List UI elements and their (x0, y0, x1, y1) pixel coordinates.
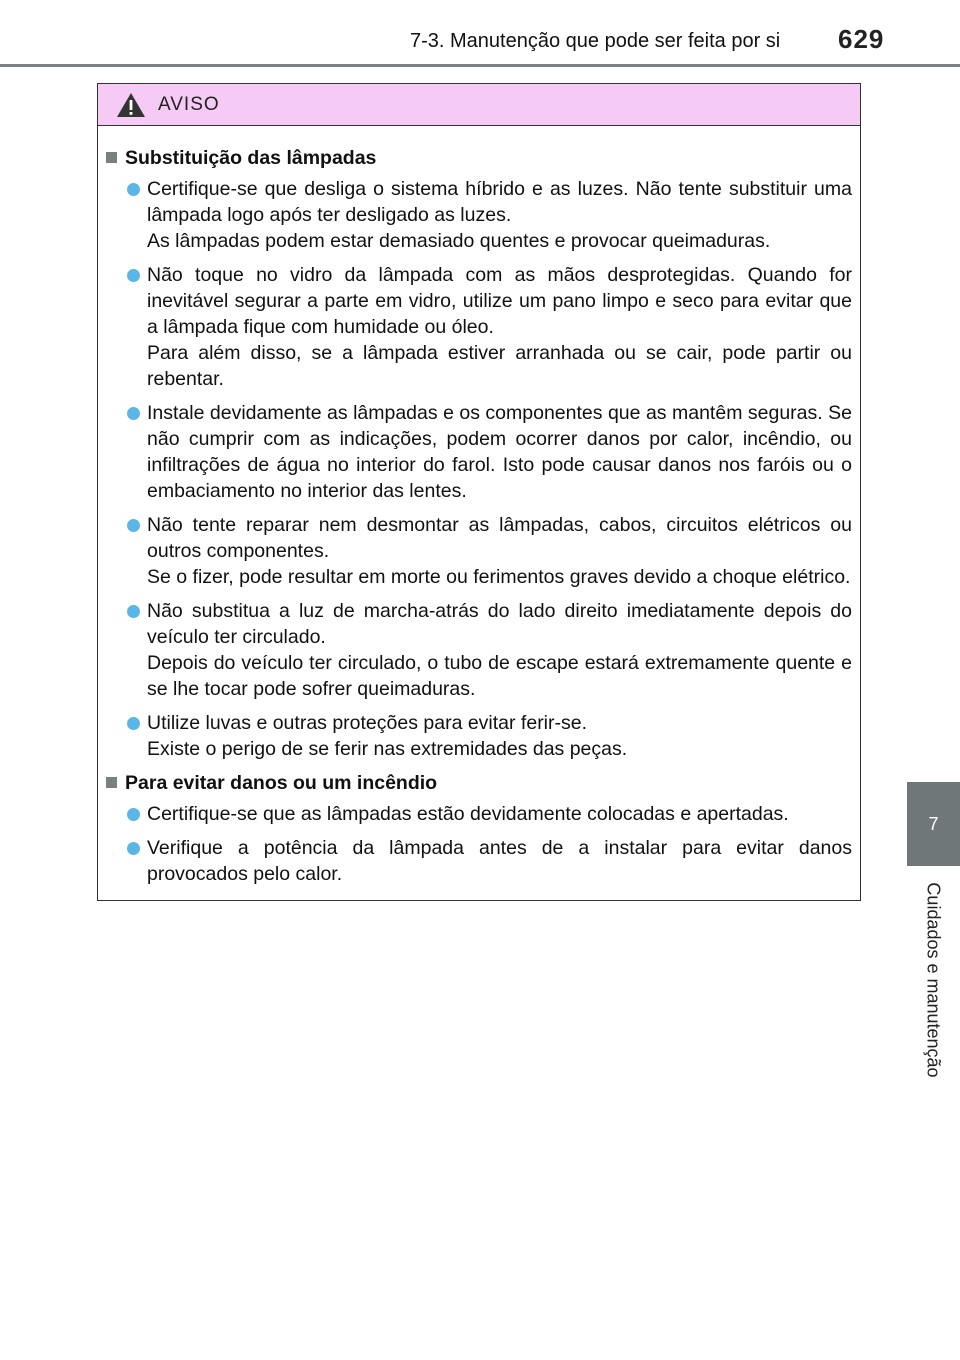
paragraph: Certifique-se que desliga o sistema híbrido e as luzes. Não tente substituir uma lâmpada logo após ter desligado as luzes. (147, 178, 852, 226)
bullet-dot-icon (127, 842, 140, 855)
paragraph: Verifique a potência da lâmpada antes de a instalar para evitar danos provocados pelo calor. (147, 837, 852, 885)
list-item-text (147, 176, 852, 254)
list-item-text (147, 598, 852, 702)
bullet-dot-icon (127, 605, 140, 618)
list-item-text (147, 400, 852, 504)
square-bullet-icon (106, 152, 117, 163)
warning-triangle-icon (116, 92, 146, 118)
bullet-dot-icon (127, 269, 140, 282)
paragraph: Certifique-se que as lâmpadas estão devidamente colocadas e apertadas. (147, 803, 789, 825)
list-item (104, 262, 852, 392)
section-heading (104, 770, 852, 796)
list-item-text (147, 801, 852, 827)
bullet-dot-icon (127, 183, 140, 196)
list-item (104, 400, 852, 504)
paragraph: Não substitua a luz de marcha-atrás do lado direito imediatamente depois do veículo ter circulado. (147, 600, 852, 648)
paragraph: Utilize luvas e outras proteções para evitar ferir-se. (147, 712, 588, 734)
list-item (104, 512, 852, 590)
warning-body (98, 126, 860, 887)
list-item-text (147, 262, 852, 392)
chapter-number: 7 (928, 813, 939, 834)
list-item (104, 598, 852, 702)
section-heading-text: Substituição das lâmpadas (125, 147, 377, 169)
list-item (104, 710, 852, 762)
warning-box (97, 83, 861, 901)
list-item-text (147, 835, 852, 887)
paragraph: Para além disso, se a lâmpada estiver arranhada ou se cair, pode partir ou rebentar. (147, 342, 852, 390)
list-item (104, 176, 852, 254)
section-heading (104, 145, 852, 171)
warning-title: AVISO (158, 93, 220, 115)
square-bullet-icon (106, 777, 117, 788)
chapter-label: Cuidados e manutenção (923, 882, 944, 1078)
list-item (104, 835, 852, 887)
header-divider (0, 64, 960, 67)
bullet-dot-icon (127, 519, 140, 532)
list-item-text (147, 512, 852, 590)
bullet-dot-icon (127, 808, 140, 821)
section-title: 7-3. Manutenção que pode ser feita por si (410, 30, 781, 52)
paragraph: Se o fizer, pode resultar em morte ou ferimentos graves devido a choque elétrico. (147, 566, 851, 588)
paragraph: Não tente reparar nem desmontar as lâmpadas, cabos, circuitos elétricos ou outros componentes. (147, 514, 852, 562)
paragraph: Não toque no vidro da lâmpada com as mãos desprotegidas. Quando for inevitável segurar a parte em vidro, utilize um pano limpo e seco para evitar que a lâmpada fique com humidade ou óleo. (147, 264, 852, 338)
paragraph: Instale devidamente as lâmpadas e os componentes que as mantêm seguras. Se não cumprir com as indicações, podem ocorrer danos por calor, incêndio, ou infiltrações de água no interior do farol. Isto pode causar danos nos faróis ou o embaciamento no interior das lentes. (147, 402, 852, 502)
section-heading-text: Para evitar danos ou um incêndio (125, 772, 438, 794)
bullet-dot-icon (127, 407, 140, 420)
page-number: 629 (838, 24, 885, 54)
paragraph: Depois do veículo ter circulado, o tubo de escape estará extremamente quente e se lhe tocar pode sofrer queimaduras. (147, 652, 852, 700)
chapter-tab[interactable] (907, 782, 960, 866)
paragraph: Existe o perigo de se ferir nas extremidades das peças. (147, 738, 628, 760)
warning-header (98, 84, 860, 126)
paragraph: As lâmpadas podem estar demasiado quentes e provocar queimaduras. (147, 230, 771, 252)
list-item (104, 801, 852, 827)
bullet-dot-icon (127, 717, 140, 730)
list-item-text (147, 710, 852, 762)
